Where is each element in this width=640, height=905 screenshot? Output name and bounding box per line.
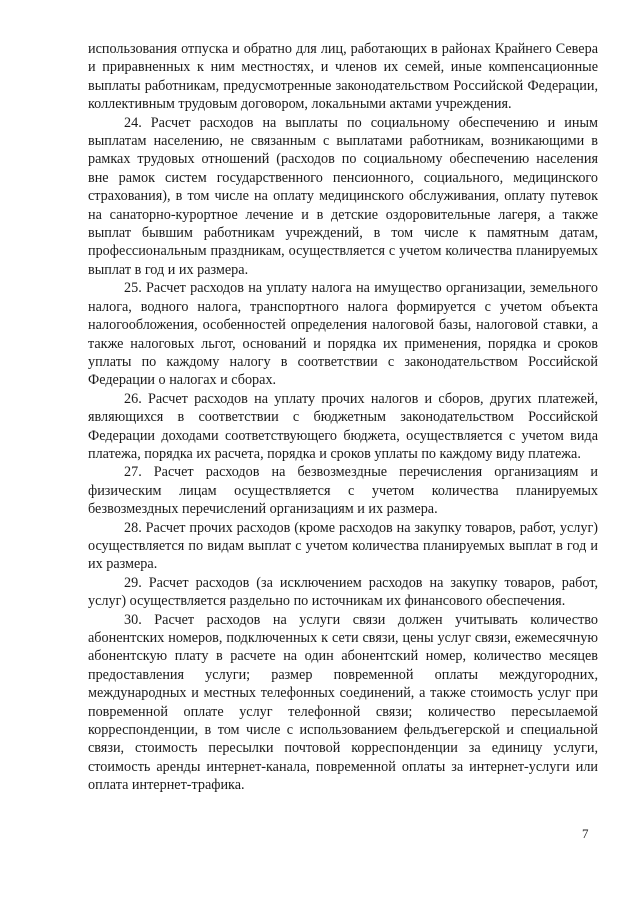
- paragraph-26: 26. Расчет расходов на уплату прочих налогов и сборов, других платежей, являющихся в соответствии с бюджетным законодательством Российской Федерации доходами соответствующего бюджета, осуществляется с учетом вида платежа, порядка их расчета, порядка и сроков уплаты по каждому виду платежа.: [88, 390, 598, 462]
- paragraph-27: 27. Расчет расходов на безвозмездные перечисления организациям и физическим лицам осуществляется с учетом количества планируемых безвозмездных перечислений организациям и их размера.: [88, 464, 598, 518]
- page-number: 7: [582, 826, 589, 841]
- paragraph-29: 29. Расчет расходов (за исключением расходов на закупку товаров, работ, услуг) осуществляется раздельно по источникам их финансового обеспечения.: [88, 574, 598, 610]
- paragraph-25: 25. Расчет расходов на уплату налога на имущество организации, земельного налога, водного налога, транспортного налога формируется с учетом объекта налогообложения, особенностей определения налоговой базы, налоговой ставки, а также налоговых льгот, оснований и порядка их применения, порядка и сроков уплаты по каждому налогу в соответствии с законодательством Российской Федерации о налогах и сборах.: [88, 280, 598, 389]
- paragraph-28: 28. Расчет прочих расходов (кроме расходов на закупку товаров, работ, услуг) осуществляется по видам выплат с учетом количества планируемых выплат в год и их размера.: [88, 519, 598, 573]
- paragraph-24: 24. Расчет расходов на выплаты по социальному обеспечению и иным выплатам населению, не связанным с выплатами работникам, возникающими в рамках трудовых отношений (расходов по социальному обеспечению населения вне рамок систем государственного пенсионного, социального, медицинского страхования), в том числе на оплату медицинского обслуживания, оплату путевок на санаторно-курортное лечение и в детские оздоровительные лагеря, а также выплат бывшим работникам учреждений, в том числе к памятным датам, профессиональным праздникам, осуществляется с учетом количества планируемых выплат в год и их размера.: [88, 114, 598, 278]
- paragraph-30: 30. Расчет расходов на услуги связи должен учитывать количество абонентских номеров, подключенных к сети связи, цены услуг связи, ежемесячную абонентскую плату в расчете на один абонентский номер, количество месяцев предоставления услуги; размер повременной оплаты междугородних, международных и местных телефонных соединений, а также стоимость услуг при повременной оплате услуг телефонной связи; количество пересылаемой корреспонденции, в том числе с использованием фельдъегерской и специальной связи, стоимость пересылки почтовой корреспонденции за единицу услуги, стоимость аренды интернет-канала, повременной оплаты за интернет-услуги или оплата интернет-трафика.: [88, 611, 598, 794]
- document-page: [88, 40, 598, 795]
- paragraph-continuation: использования отпуска и обратно для лиц, работающих в районах Крайнего Севера и приравненных к ним местностях, и членов их семей, иные компенсационные выплаты работникам, предусмотренные законодательством Российской Федерации, коллективным трудовым договором, локальными актами учреждения.: [88, 41, 598, 113]
